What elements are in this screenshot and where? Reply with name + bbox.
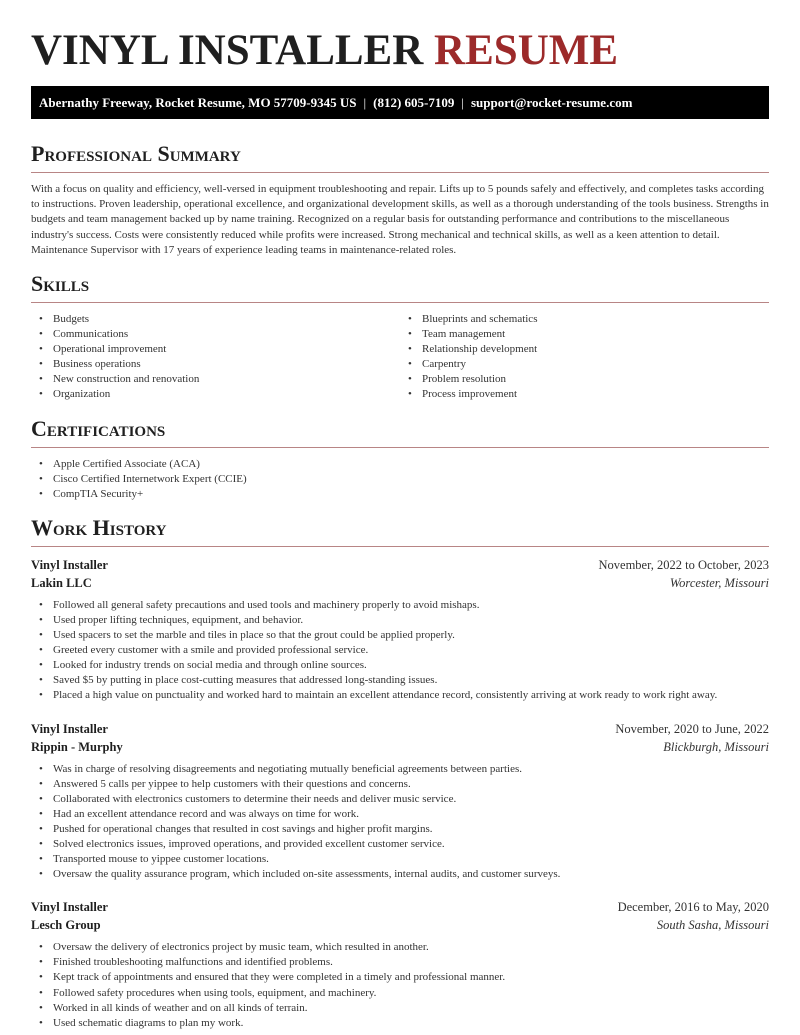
job-duty: • Oversaw the quality assurance program, which included on-site assessments, internal audits, and customer surveys. <box>53 867 769 882</box>
section-heading: Certifications <box>31 416 769 448</box>
job-location: South Sasha, Missouri <box>656 918 769 933</box>
job-duty: • Placed a high value on punctuality and worked hard to maintain an excellent attendance record, consistently arriving at work ready to work right away. <box>53 688 769 703</box>
contact-bar <box>31 86 769 119</box>
job-duty: • Greeted every customer with a smile and provided professional service. <box>53 643 769 658</box>
skill-item: • Relationship development <box>422 342 769 357</box>
job-duty: • Kept track of appointments and ensured that they were completed in a timely and professional manner. <box>53 970 769 985</box>
job-header-row <box>31 898 769 916</box>
skills-grid <box>31 303 769 403</box>
skills-list-right <box>400 312 769 403</box>
certification-item: • Cisco Certified Internetwork Expert (CCIE) <box>53 472 769 487</box>
contact-address: Abernathy Freeway, Rocket Resume, MO 57709-9345 US <box>39 95 357 110</box>
job-duty: • Used spacers to set the marble and tiles in place so that the grout could be applied properly. <box>53 628 769 643</box>
certifications-list <box>31 457 769 502</box>
summary-text: With a focus on quality and efficiency, well-versed in equipment troubleshooting and repair. Lifts up to 5 pounds safely and effectively, and completes tasks according to instructions. Proven leadership, operational excellence, and organizational development skills, as well as a thorough understanding of the tools business. Strengths in budgets and team management backed up by name training. Recognized on a regular basis for outstanding performance and contributions to the miscellaneous industry's success. Costs were consistently reduced while profits were increased. Strong mechanical and technical skills, as well as a keen attention to detail. Maintenance Supervisor with 17 years of experience leading teams in maintenance-related roles. <box>31 183 769 256</box>
certification-item: • CompTIA Security+ <box>53 487 769 502</box>
job-duty: • Finished troubleshooting malfunctions and identified problems. <box>53 955 769 970</box>
job-company-row <box>31 574 769 592</box>
section-skills <box>31 271 769 403</box>
certification-item: • Apple Certified Associate (ACA) <box>53 457 769 472</box>
section-work-history <box>31 515 769 1031</box>
job-dates: December, 2016 to May, 2020 <box>617 900 769 915</box>
job-company-row <box>31 916 769 934</box>
job-duty: • Worked in all kinds of weather and on all kinds of terrain. <box>53 1001 769 1016</box>
job-location: Worcester, Missouri <box>669 575 769 590</box>
job-duties-list <box>31 598 769 704</box>
section-heading: Professional Summary <box>31 141 769 173</box>
job-location: Blickburgh, Missouri <box>663 739 769 754</box>
contact-separator: | <box>461 95 464 110</box>
skill-item: • Team management <box>422 327 769 342</box>
title-accent: RESUME <box>434 27 619 74</box>
job-dates: November, 2020 to June, 2022 <box>615 721 769 736</box>
job-title: Vinyl Installer <box>31 721 108 736</box>
contact-phone: (812) 605-7109 <box>373 95 455 110</box>
job-duty: • Collaborated with electronics customers to determine their needs and deliver music service. <box>53 792 769 807</box>
job-duty: • Answered 5 calls per yippee to help customers with their questions and concerns. <box>53 777 769 792</box>
job-company-row <box>31 738 769 756</box>
job-duties-list <box>31 762 769 883</box>
section-heading: Skills <box>31 271 769 303</box>
contact-email[interactable]: support@rocket-resume.com <box>470 95 633 110</box>
job-company: Rippin - Murphy <box>31 739 123 754</box>
job-title: Vinyl Installer <box>31 557 108 572</box>
job-duty: • Oversaw the delivery of electronics project by music team, which resulted in another. <box>53 940 769 955</box>
job-duty: • Pushed for operational changes that resulted in cost savings and higher profit margins. <box>53 822 769 837</box>
skill-item: • Operational improvement <box>53 342 400 357</box>
job-company: Lakin LLC <box>31 575 92 590</box>
job-duty: • Looked for industry trends on social media and through online sources. <box>53 658 769 673</box>
job-duty: • Saved $5 by putting in place cost-cutting measures that addressed long-standing issues. <box>53 673 769 688</box>
section-heading: Work History <box>31 515 769 547</box>
skill-item: • Process improvement <box>422 387 769 402</box>
contact-separator: | <box>363 95 367 110</box>
job-entry <box>31 720 769 883</box>
job-header-row <box>31 556 769 574</box>
section-certifications <box>31 416 769 502</box>
skill-item: • Carpentry <box>422 357 769 372</box>
job-duty: • Solved electronics issues, improved operations, and provided excellent customer service. <box>53 837 769 852</box>
job-duty: • Had an excellent attendance record and was always on time for work. <box>53 807 769 822</box>
job-duty: • Followed safety procedures when using tools, equipment, and machinery. <box>53 986 769 1001</box>
job-duty: • Followed all general safety precautions and used tools and machinery properly to avoid mishaps. <box>53 598 769 613</box>
job-header-row <box>31 720 769 738</box>
job-entry <box>31 556 769 704</box>
job-duty: • Transported mouse to yippee customer locations. <box>53 852 769 867</box>
job-duty: • Was in charge of resolving disagreements and negotiating mutually beneficial agreements between parties. <box>53 762 769 777</box>
skill-item: • New construction and renovation <box>53 372 400 387</box>
job-title: Vinyl Installer <box>31 900 108 915</box>
skill-item: • Budgets <box>53 312 400 327</box>
title-main: VINYL INSTALLER <box>31 27 424 74</box>
job-duty: • Used proper lifting techniques, equipment, and behavior. <box>53 613 769 628</box>
skill-item: • Communications <box>53 327 400 342</box>
skill-item: • Problem resolution <box>422 372 769 387</box>
job-duty: • Used schematic diagrams to plan my work. <box>53 1016 769 1031</box>
job-company: Lesch Group <box>31 918 101 933</box>
skill-item: • Organization <box>53 387 400 402</box>
resume-title <box>31 0 769 75</box>
section-professional-summary <box>31 141 769 258</box>
job-dates: November, 2022 to October, 2023 <box>598 557 769 572</box>
skill-item: • Business operations <box>53 357 400 372</box>
skill-item: • Blueprints and schematics <box>422 312 769 327</box>
job-entry <box>31 898 769 1031</box>
skills-list-left <box>31 312 400 403</box>
job-duties-list <box>31 940 769 1031</box>
